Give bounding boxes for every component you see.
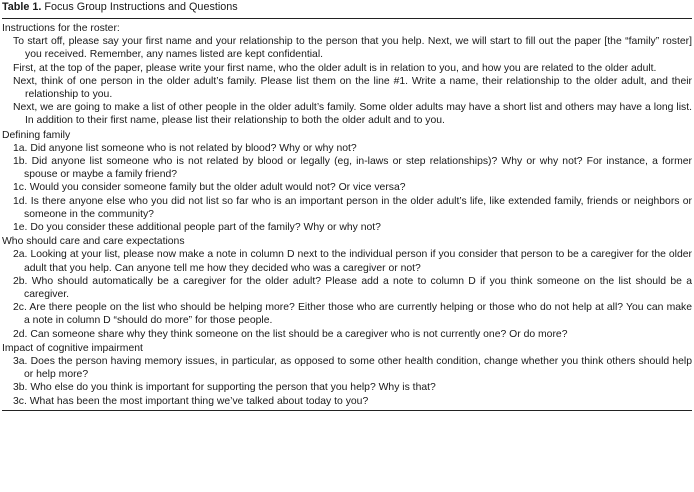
- question-3b: 3b. Who else do you think is important for supporting the person that you help? Why is that?: [13, 382, 436, 394]
- section-cognitive-impairment: [2, 342, 692, 408]
- question-1e: 1e. Do you consider these additional people part of the family? Why or why not?: [13, 222, 381, 234]
- section-roster: [2, 22, 692, 128]
- section-heading: Instructions for the roster:: [2, 23, 120, 34]
- table-title: Focus Group Instructions and Questions: [44, 1, 238, 13]
- question-1d: 1d. Is there anyone else who you did not list so far who is an important person in the older adult’s life, like extended family, friends or neighbors or someone in the community?: [13, 195, 692, 220]
- table-label: Table 1.: [2, 1, 42, 13]
- table-body: [2, 19, 692, 408]
- section-care-expectations: [2, 235, 692, 341]
- question-1a: 1a. Did anyone list someone who is not related by blood? Why or why not?: [13, 142, 357, 154]
- question-2a: 2a. Looking at your list, please now make a note in column D next to the individual person if you consider that person to be a caregiver for the older adult that you help. Can anyone tell me how they decided who was a caregiver or not?: [13, 249, 692, 274]
- section-heading: Who should care and care expectations: [2, 236, 185, 248]
- question-2c: 2c. Are there people on the list who should be helping more? Either those who are currently helping or those who do not help at all? You can make a note in column D “should do more” for those people.: [13, 302, 692, 327]
- section-heading: Impact of cognitive impairment: [2, 342, 143, 354]
- question-1c: 1c. Would you consider someone family but the older adult would not? Or vice versa?: [13, 182, 406, 194]
- list-item: To start off, please say your first name and your relationship to the person that you help. Next, we will start to fill out the paper [the “family” roster] you received. Remember, any names listed are kept confidential.: [13, 36, 692, 61]
- question-3a: 3a. Does the person having memory issues, in particular, as opposed to some other health condition, change whether you think others should help or help more?: [13, 356, 692, 381]
- list-item: Next, we are going to make a list of other people in the older adult’s family. Some older adults may have a short list and others may have a long list. In addition to their first name, please list their relationship to both the older adult and to you.: [13, 102, 692, 127]
- question-1b: 1b. Did anyone list someone who is not related by blood or legally (eg, in-laws or step relationships)? Why or why not? For instance, a former spouse or maybe a family friend?: [13, 156, 692, 181]
- section-defining-family: [2, 129, 692, 235]
- table-caption: [2, 0, 692, 15]
- bottom-rule: [2, 410, 692, 411]
- question-2b: 2b. Who should automatically be a caregiver for the older adult? Please add a note to column D if you think someone on the list should be a caregiver.: [13, 275, 692, 301]
- list-item: Next, think of one person in the older adult’s family. Please list them on the line #1. Write a name, their relationship to the older adult, and their relationship to you.: [13, 75, 692, 101]
- question-2d: 2d. Can someone share why they think someone on the list should be a caregiver who is not currently one? Or do more?: [13, 328, 568, 340]
- section-heading: Defining family: [2, 129, 71, 141]
- question-3c: 3c. What has been the most important thing we’ve talked about today to you?: [13, 395, 369, 407]
- list-item: First, at the top of the paper, please write your first name, who the older adult is in relation to you, and how you are related to the older adult.: [13, 62, 657, 74]
